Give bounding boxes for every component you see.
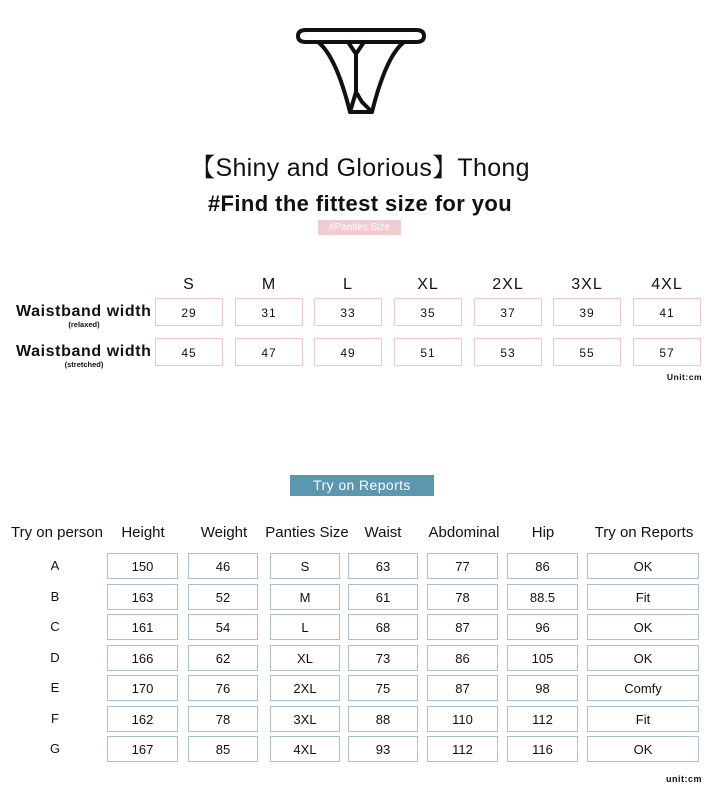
section-tag: #Panties Size xyxy=(318,220,401,235)
size-cell: 39 xyxy=(553,298,621,326)
row-label: Waistband width xyxy=(16,343,152,360)
person-label: F xyxy=(51,711,59,726)
size-header: S xyxy=(183,276,195,293)
report-cell: 161 xyxy=(107,614,178,640)
report-cell: 98 xyxy=(507,675,578,701)
report-cell: 63 xyxy=(348,553,418,579)
report-unit-label: unit:cm xyxy=(666,774,702,784)
person-label: A xyxy=(50,558,60,573)
report-header: Weight xyxy=(200,524,248,541)
report-cell: 166 xyxy=(107,645,178,671)
report-cell: 86 xyxy=(507,553,578,579)
report-cell: 78 xyxy=(188,706,258,732)
size-cell: 51 xyxy=(394,338,462,366)
size-cell: 45 xyxy=(155,338,223,366)
report-cell: 88.5 xyxy=(507,584,578,610)
size-cell: 29 xyxy=(155,298,223,326)
size-cell: 47 xyxy=(235,338,303,366)
report-header: Hip xyxy=(531,524,555,541)
person-label: G xyxy=(49,741,61,756)
size-cell: 31 xyxy=(235,298,303,326)
size-header: L xyxy=(343,276,353,293)
report-cell: OK xyxy=(587,614,699,640)
row-sublabel: (stretched) xyxy=(64,360,104,369)
report-cell: 112 xyxy=(507,706,578,732)
page-title: 【Shiny and Glorious】Thong xyxy=(190,154,530,182)
size-cell: 37 xyxy=(474,298,542,326)
report-cell: 163 xyxy=(107,584,178,610)
report-cell: XL xyxy=(270,645,340,671)
size-header: XL xyxy=(417,276,439,293)
report-cell: 4XL xyxy=(270,736,340,762)
report-header: Abdominal xyxy=(428,524,500,541)
report-cell: 96 xyxy=(507,614,578,640)
report-cell: 112 xyxy=(427,736,498,762)
report-cell: 116 xyxy=(507,736,578,762)
report-cell: OK xyxy=(587,553,699,579)
report-cell: Fit xyxy=(587,584,699,610)
person-label: B xyxy=(50,589,60,604)
report-cell: 85 xyxy=(188,736,258,762)
report-cell: 110 xyxy=(427,706,498,732)
size-header: M xyxy=(261,276,277,293)
size-cell: 49 xyxy=(314,338,382,366)
size-cell: 33 xyxy=(314,298,382,326)
report-cell: 52 xyxy=(188,584,258,610)
report-cell: 75 xyxy=(348,675,418,701)
size-unit-label: Unit:cm xyxy=(666,372,702,382)
report-cell: 61 xyxy=(348,584,418,610)
size-cell: 41 xyxy=(633,298,701,326)
report-cell: L xyxy=(270,614,340,640)
report-banner: Try on Reports xyxy=(290,475,434,496)
report-header: Waist xyxy=(364,524,402,541)
report-cell: OK xyxy=(587,645,699,671)
size-header: 3XL xyxy=(571,276,603,293)
report-cell: 2XL xyxy=(270,675,340,701)
report-cell: Fit xyxy=(587,706,699,732)
person-label: C xyxy=(50,619,60,634)
report-cell: 3XL xyxy=(270,706,340,732)
report-cell: 87 xyxy=(427,614,498,640)
report-header: Height xyxy=(121,524,165,541)
person-label: E xyxy=(50,680,60,695)
row-sublabel: (relaxed) xyxy=(68,320,100,329)
page-subtitle: #Find the fittest size for you xyxy=(207,191,513,216)
size-header: 2XL xyxy=(492,276,524,293)
report-cell: 105 xyxy=(507,645,578,671)
row-label: Waistband width xyxy=(16,303,152,320)
report-cell: OK xyxy=(587,736,699,762)
report-cell: 73 xyxy=(348,645,418,671)
report-cell: 78 xyxy=(427,584,498,610)
report-cell: 77 xyxy=(427,553,498,579)
report-cell: 68 xyxy=(348,614,418,640)
report-cell: 76 xyxy=(188,675,258,701)
size-cell: 55 xyxy=(553,338,621,366)
size-header: 4XL xyxy=(651,276,683,293)
size-cell: 57 xyxy=(633,338,701,366)
size-cell: 53 xyxy=(474,338,542,366)
report-cell: 86 xyxy=(427,645,498,671)
report-cell: M xyxy=(270,584,340,610)
report-cell: S xyxy=(270,553,340,579)
report-cell: 93 xyxy=(348,736,418,762)
report-cell: 150 xyxy=(107,553,178,579)
report-header: Try on person xyxy=(11,524,103,541)
report-cell: 87 xyxy=(427,675,498,701)
size-cell: 35 xyxy=(394,298,462,326)
thong-icon xyxy=(296,26,426,123)
report-cell: 167 xyxy=(107,736,178,762)
report-header: Try on Reports xyxy=(594,524,694,541)
report-cell: 88 xyxy=(348,706,418,732)
report-cell: Comfy xyxy=(587,675,699,701)
report-header: Panties Size xyxy=(265,524,349,541)
report-cell: 54 xyxy=(188,614,258,640)
report-cell: 46 xyxy=(188,553,258,579)
person-label: D xyxy=(50,650,60,665)
report-cell: 162 xyxy=(107,706,178,732)
report-cell: 170 xyxy=(107,675,178,701)
report-cell: 62 xyxy=(188,645,258,671)
